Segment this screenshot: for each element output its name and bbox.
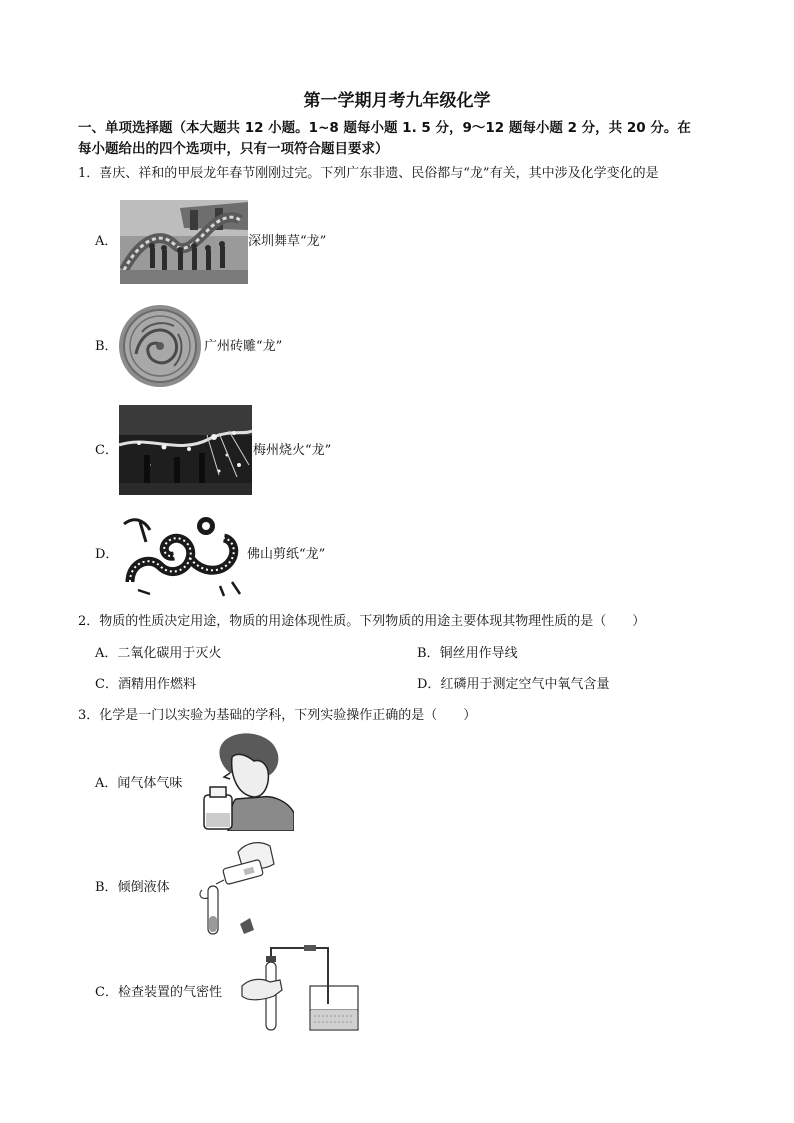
paper-cut-dragon	[120, 512, 246, 598]
option-label: 二氧化碳用于灭火	[117, 646, 222, 661]
brick-carving-photo	[118, 304, 202, 388]
option-label: 闻气体气味	[117, 776, 183, 791]
question-number: 2．	[78, 614, 100, 629]
option-1b-letter: B．	[95, 339, 118, 354]
option-3c	[95, 984, 222, 1002]
question-text: 物质的性质决定用途，物质的用途体现性质。下列物质的用途主要体现其物理性质的是（ ）	[99, 614, 646, 629]
airtightness-check-illustration	[240, 944, 364, 1034]
option-1d-label: 佛山剪纸“龙”	[247, 547, 326, 562]
option-label: 红磷用于测定空气中氧气含量	[440, 677, 610, 692]
section-heading-line1: 一、单项选择题（本大题共 12 小题。1~8 题每小题 1. 5 分，9～12 题每小题 2 分，共 20 分。在	[78, 120, 691, 136]
option-label: 铜丝用作导线	[439, 646, 518, 661]
option-2b	[417, 645, 518, 663]
question-3	[78, 707, 476, 725]
smell-gas-illustration	[200, 733, 294, 831]
dragon-dance-photo	[120, 200, 248, 284]
option-1b-label: 广州砖雕“龙”	[204, 339, 283, 354]
option-label: 检查装置的气密性	[117, 985, 222, 1000]
question-1	[78, 165, 659, 183]
option-label: 酒精用作燃料	[117, 677, 196, 692]
pour-liquid-illustration	[198, 838, 276, 938]
option-letter: B．	[417, 646, 440, 661]
option-letter: B．	[95, 880, 118, 895]
question-2	[78, 613, 645, 631]
option-label: 倾倒液体	[117, 880, 170, 895]
question-text: 喜庆、祥和的甲辰龙年春节刚刚过完。下列广东非遗、民俗都与“龙”有关，其中涉及化学变化的是	[99, 166, 659, 181]
question-text: 化学是一门以实验为基础的学科，下列实验操作正确的是（ ）	[99, 708, 477, 723]
section-heading-line2: 每小题给出的四个选项中，只有一项符合题目要求）	[78, 141, 389, 157]
question-number: 3．	[78, 708, 100, 723]
option-letter: C．	[95, 985, 118, 1000]
option-letter: A．	[95, 776, 118, 791]
option-letter: A．	[95, 646, 118, 661]
option-letter: C．	[95, 677, 118, 692]
option-letter: D．	[417, 677, 441, 692]
option-1a-letter: A．	[95, 234, 118, 249]
option-1a-label: 深圳舞草“龙”	[248, 234, 327, 249]
question-number: 1．	[78, 166, 100, 181]
option-1c-letter: C．	[95, 443, 118, 458]
option-2a	[95, 645, 221, 663]
option-2d	[417, 676, 609, 694]
option-2c	[95, 676, 196, 694]
option-1c-label: 梅州烧火“龙”	[253, 443, 332, 458]
option-3a	[95, 775, 182, 793]
option-3b	[95, 879, 170, 897]
page-title: 第一学期月考九年级化学	[303, 91, 491, 111]
fire-dragon-photo	[119, 405, 252, 495]
option-1d-letter: D．	[95, 547, 119, 562]
